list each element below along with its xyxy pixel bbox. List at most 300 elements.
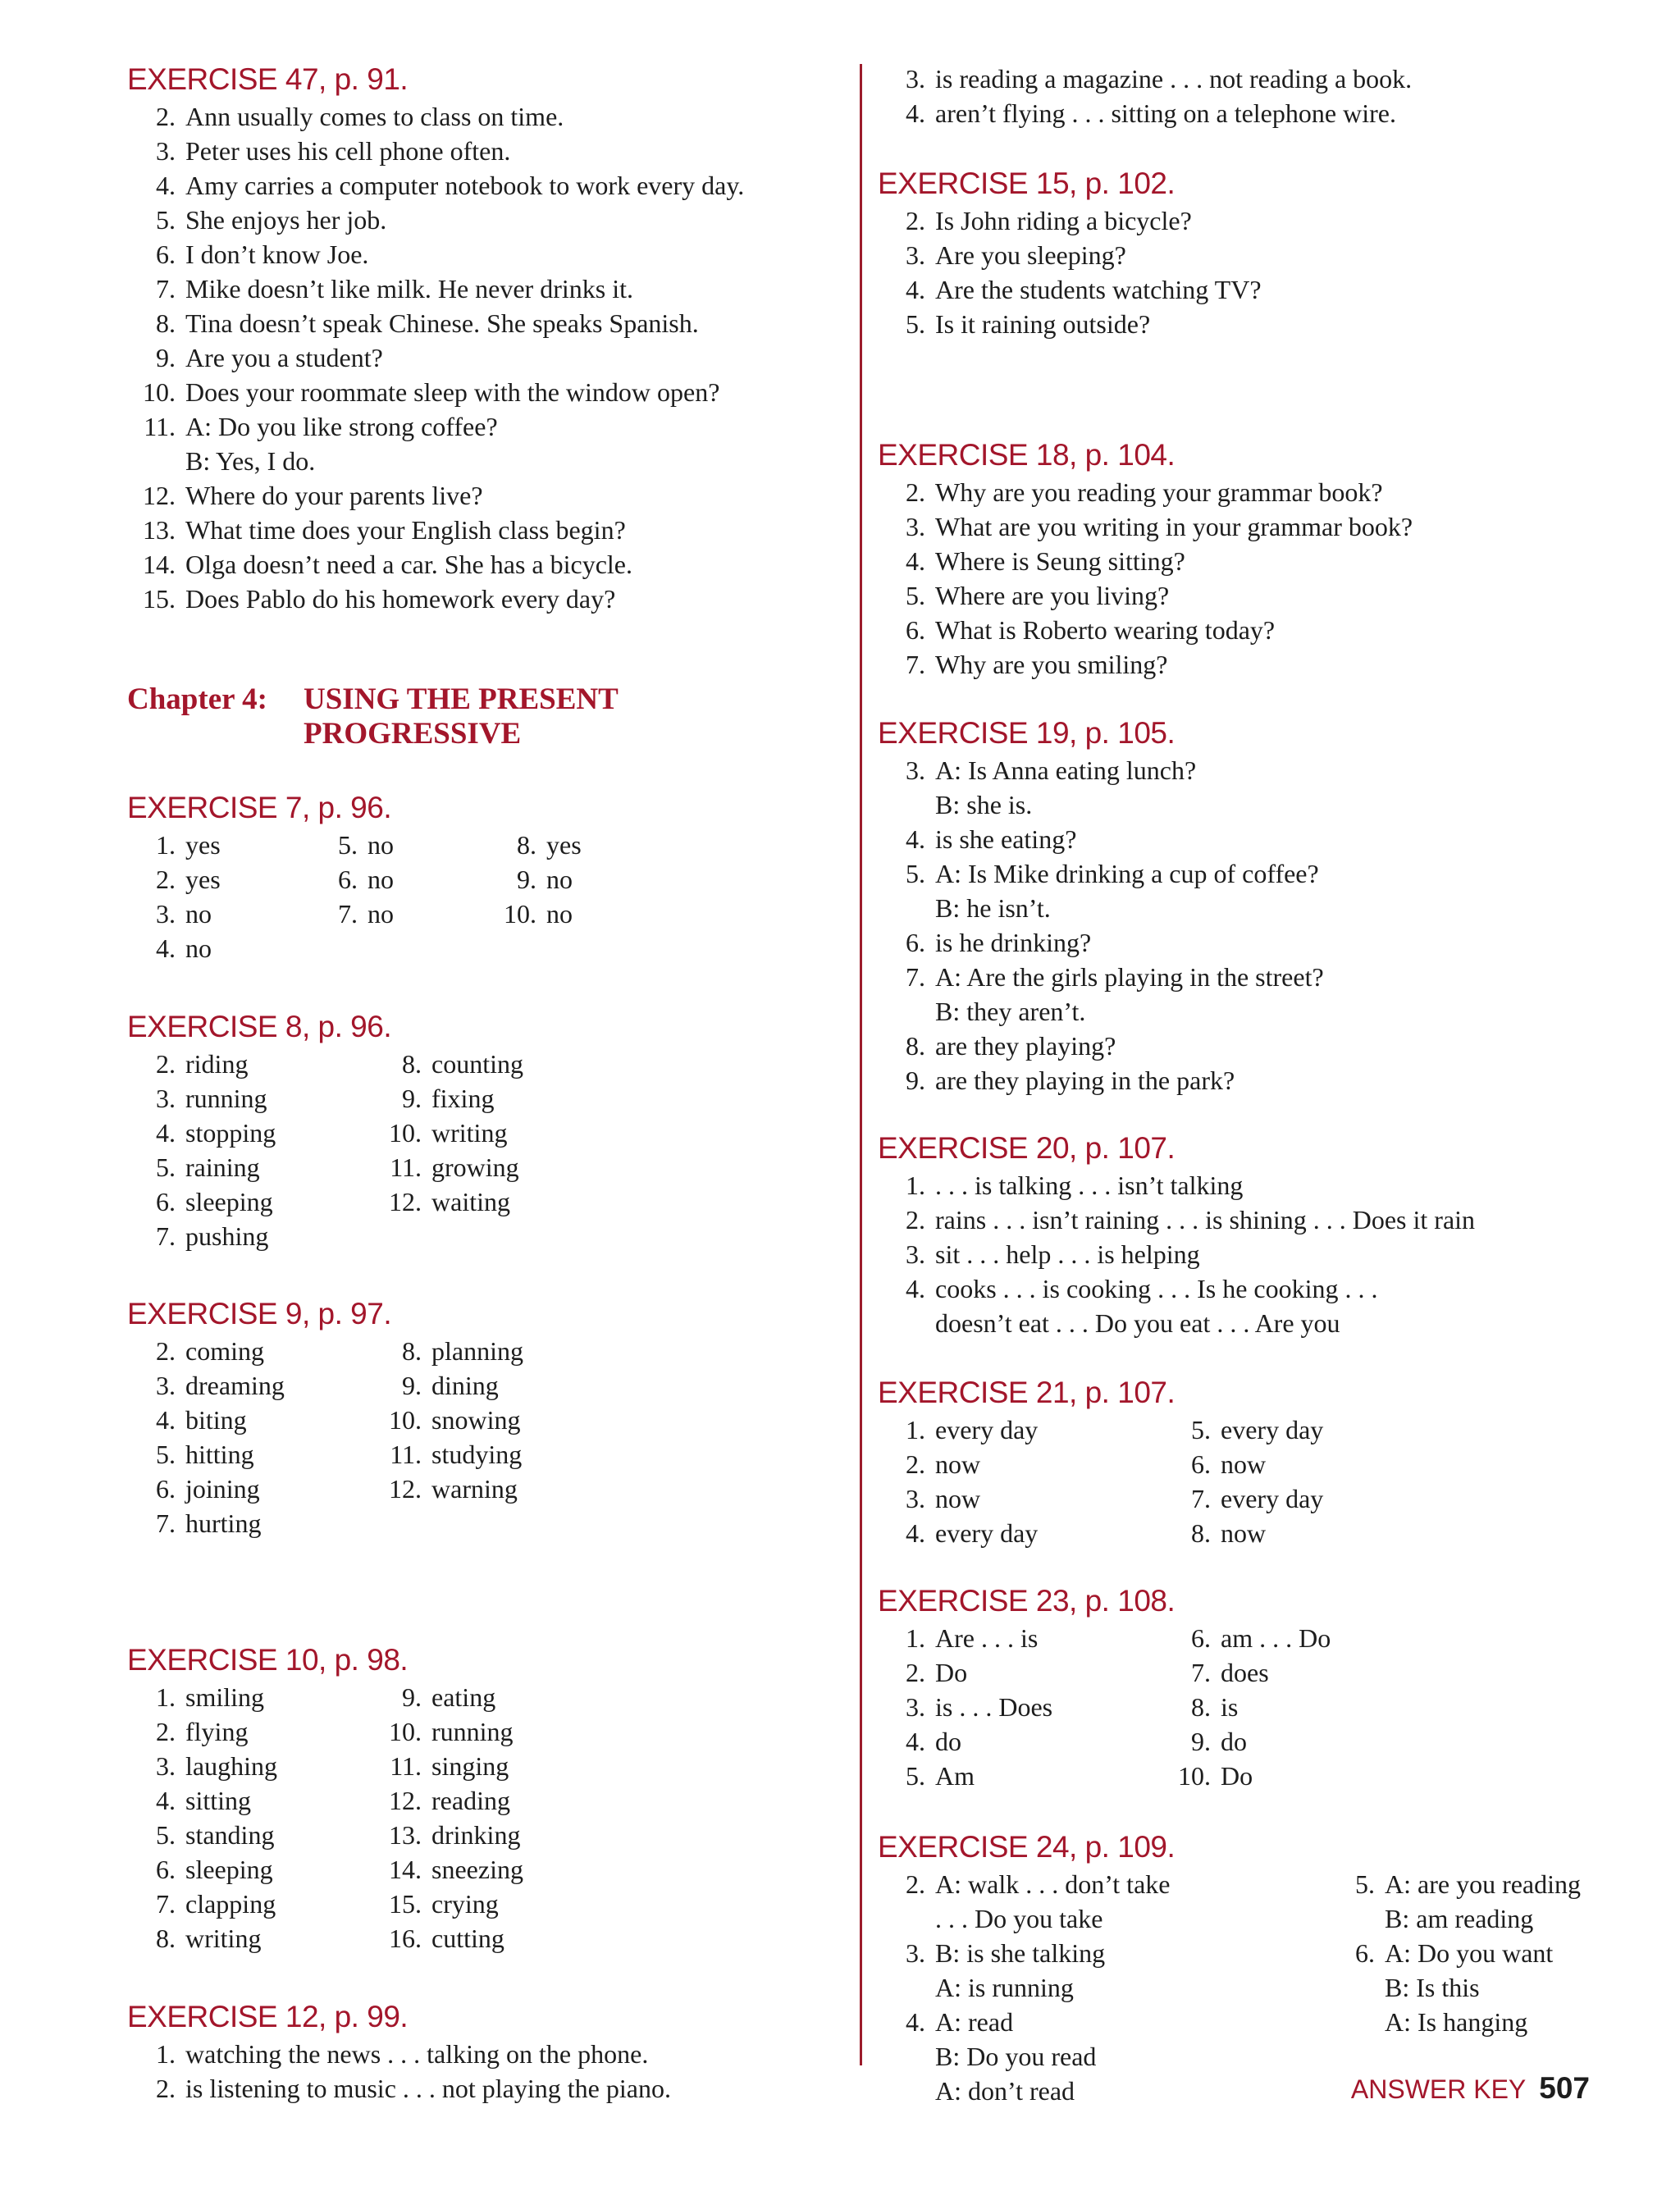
answer-number: 3. [906,1484,925,1513]
answer-number: 14. [389,1855,422,1884]
answer-text: smiling [185,1682,265,1712]
answer-text: every day [1221,1484,1324,1513]
answer-number: 4. [906,1518,925,1548]
answer-line [906,578,1170,613]
answer-number: 9. [402,1084,422,1113]
answer-text: waiting [431,1187,510,1216]
answer-number: 9. [906,1066,925,1095]
answer-text: B: Do you read [935,2042,1097,2071]
answer-number: 10. [1178,1761,1211,1791]
answer-text: is . . . Does [935,1692,1053,1722]
answer-number: 8. [402,1336,422,1366]
answer-number: 5. [906,581,925,610]
answer-text: running [431,1717,514,1746]
answer-text: now [935,1484,981,1513]
answer-number: 4. [156,1405,176,1435]
answer-text: sleeping [185,1187,273,1216]
answer-text: A: Is hanging [1385,2007,1528,2037]
answer-number: 10. [389,1717,422,1746]
answer-text: A: Is Anna eating lunch? [935,755,1197,785]
exercise-title: EXERCISE 15, p. 102. [878,167,1176,200]
answer-number: 3. [906,1692,925,1722]
answer-number: 9. [402,1682,422,1712]
answer-number: 9. [402,1371,422,1400]
answer-number: 2. [156,1049,176,1079]
answer-text: reading [431,1786,510,1815]
answer-text: singing [431,1751,509,1781]
answer-line [156,2071,671,2106]
answer-number: 2. [156,102,176,131]
answer-line [906,1412,1039,1447]
answer-text: joining [185,1474,260,1504]
answer-number: 7. [156,1508,176,1538]
answer-number: 8. [156,1924,176,1953]
answer-line [156,1887,276,1921]
answer-text: Are the students watching TV? [935,275,1262,304]
answer-text: dining [431,1371,499,1400]
answer-line [156,1047,249,1081]
answer-number: 5. [156,1820,176,1850]
answer-text: pushing [185,1221,269,1251]
answer-text: every day [935,1415,1039,1444]
exercise-block [127,1296,853,1538]
answer-line [389,1921,504,1956]
answer-line [143,478,483,513]
answer-number: 7. [1191,1484,1211,1513]
answer-number: 1. [906,1415,925,1444]
answer-line [906,822,1077,856]
answer-number: 12. [389,1187,422,1216]
answer-text: She enjoys her job. [185,205,387,235]
answer-line [156,2037,649,2071]
answer-number: 12. [143,481,176,510]
answer-line [1191,1621,1331,1655]
answer-line [156,1219,269,1253]
answer-number: 7. [156,1889,176,1919]
answer-number: 3. [156,1751,176,1781]
answer-line [517,862,573,897]
chapter-title: USING THE PRESENT PROGRESSIVE [304,682,619,751]
answer-number: 3. [156,136,176,166]
answer-line [156,237,369,272]
answer-line [156,862,221,897]
answer-line [935,787,1032,822]
answer-line [156,1334,264,1368]
answer-text: do [935,1727,961,1756]
answer-number: 4. [906,2007,925,2037]
answer-text: B: am reading [1385,1904,1534,1933]
answer-number: 2. [156,865,176,894]
answer-line [402,1047,523,1081]
answer-text: watching the news . . . talking on the phone. [185,2039,649,2069]
answer-number: 9. [517,865,536,894]
answer-number: 9. [1191,1727,1211,1756]
answer-text: are they playing? [935,1031,1116,1061]
answer-line [906,475,1383,509]
answer-text: Olga doesn’t need a car. She has a bicycle. [185,550,632,579]
answer-line [143,547,632,582]
answer-number: 12. [389,1786,422,1815]
answer-line [389,1783,510,1818]
answer-number: 5. [156,205,176,235]
answer-text: B: he isn’t. [935,893,1051,923]
exercise-title: EXERCISE 12, p. 99. [127,2000,409,2033]
answer-text: Does Pablo do his homework every day? [185,584,616,614]
answer-text: laughing [185,1751,277,1781]
answer-line [1385,1970,1480,2005]
answer-number: 10. [504,899,536,929]
answer-number: 16. [389,1924,422,1953]
answer-text: now [1221,1518,1267,1548]
answer-line [156,1368,285,1403]
exercise-title: EXERCISE 21, p. 107. [878,1376,1176,1409]
answer-number: 8. [906,1031,925,1061]
answer-number: 5. [906,859,925,888]
answer-text: planning [431,1336,523,1366]
answer-number: 3. [156,1371,176,1400]
answer-text: sit . . . help . . . is helping [935,1239,1200,1269]
answer-text: warning [431,1474,518,1504]
answer-line [935,2074,1075,2108]
answer-text: every day [935,1518,1039,1548]
answer-line [906,96,1396,130]
answer-number: 4. [156,933,176,963]
answer-text: A: is running [935,1973,1074,2002]
answer-text: B: they aren’t. [935,997,1086,1026]
page-number: 507 [1539,2071,1590,2105]
answer-line [906,1655,968,1690]
answer-number: 3. [156,899,176,929]
answer-line [156,828,221,862]
answer-number: 2. [906,1205,925,1234]
answer-number: 6. [1191,1449,1211,1479]
answer-line [156,1714,249,1749]
answer-line [390,1150,519,1184]
answer-line [906,272,1262,307]
answer-text: What are you writing in your grammar book? [935,512,1413,541]
answer-text: Where do your parents live? [185,481,483,510]
answer-number: 14. [143,550,176,579]
answer-text: Why are you reading your grammar book? [935,477,1383,507]
answer-number: 13. [389,1820,422,1850]
answer-number: 10. [389,1405,422,1435]
answer-number: 12. [389,1474,422,1504]
answer-text: Why are you smiling? [935,650,1168,679]
exercise-block [127,1009,853,1251]
answer-text: A: Is Mike drinking a cup of coffee? [935,859,1319,888]
answer-line [156,1081,267,1116]
answer-text: Am [935,1761,975,1791]
answer-line [389,1472,518,1506]
answer-number: 1. [156,2039,176,2069]
answer-text: no [368,899,394,929]
answer-line [156,1472,260,1506]
answer-text: no [185,899,212,929]
answer-text: writing [431,1118,508,1148]
answer-text: no [368,865,394,894]
answer-text: is he drinking? [935,928,1092,957]
answer-number: 4. [906,98,925,128]
answer-number: 6. [156,1855,176,1884]
answer-text: A: are you reading [1385,1869,1582,1899]
answer-line [390,1437,523,1472]
exercise-block [878,715,1616,1095]
answer-number: 5. [906,309,925,339]
answer-text: Do [1221,1761,1253,1791]
answer-line [156,1852,273,1887]
answer-number: 6. [1191,1623,1211,1653]
answer-number: 3. [906,512,925,541]
answer-line [156,1437,254,1472]
answer-line [389,1184,510,1219]
answer-text: Mike doesn’t like milk. He never drinks it. [185,274,633,303]
answer-text: B: Yes, I do. [185,446,316,476]
answer-line [906,307,1151,341]
answer-text: Are . . . is [935,1623,1039,1653]
answer-line [156,1783,252,1818]
answer-line [1191,1690,1239,1724]
answer-line [906,1063,1235,1098]
answer-number: 13. [143,515,176,545]
answer-number: 6. [156,1474,176,1504]
answer-text: What time does your English class begin? [185,515,626,545]
answer-line [906,203,1192,238]
answer-text: Where are you living? [935,581,1170,610]
answer-text: snowing [431,1405,521,1435]
answer-number: 6. [906,928,925,957]
answer-line [338,897,394,931]
answer-line [935,1306,1340,1340]
answer-text: Tina doesn’t speak Chinese. She speaks Spanish. [185,308,699,338]
answer-number: 8. [1191,1518,1211,1548]
answer-text: B: she is. [935,790,1033,819]
answer-line [906,1621,1039,1655]
answer-line [1385,1901,1533,1936]
answer-number: 7. [906,650,925,679]
answer-line [156,1184,273,1219]
answer-line [1355,1936,1554,1970]
answer-text: running [185,1084,267,1113]
answer-number: 3. [906,240,925,270]
answer-line [156,340,383,375]
answer-line [906,1481,981,1516]
answer-line [935,994,1085,1029]
answer-number: 7. [156,274,176,303]
answer-line [906,1724,961,1759]
exercise-block [127,790,853,963]
answer-text: Is it raining outside? [935,309,1151,339]
answer-text: no [185,933,212,963]
answer-line [906,1271,1378,1306]
answer-number: 4. [156,1786,176,1815]
exercise-block [878,437,1616,679]
answer-number: 11. [144,412,176,441]
answer-text: Amy carries a computer notebook to work every day. [185,171,745,200]
answer-number: 15. [389,1889,422,1919]
answer-number: 15. [143,584,176,614]
answer-number: 6. [156,240,176,269]
answer-number: 8. [402,1049,422,1079]
exercise-title: EXERCISE 8, p. 96. [127,1010,392,1043]
answer-line [906,613,1276,647]
answer-line [156,1818,275,1852]
answer-line [935,1970,1074,2005]
answer-line [1355,1867,1582,1901]
answer-number: 6. [906,615,925,645]
answer-number: 4. [156,171,176,200]
answer-text: A: Are the girls playing in the street? [935,962,1324,992]
answer-number: 1. [156,830,176,860]
answer-number: 1. [906,1623,925,1653]
answer-number: 11. [390,1152,422,1182]
answer-text: A: read [935,2007,1014,2037]
answer-text: crying [431,1889,499,1919]
exercise-block [127,1999,853,2103]
answer-line [906,544,1185,578]
answer-text: . . . Do you take [935,1904,1103,1933]
answer-line [185,444,315,478]
answer-number: 3. [906,755,925,785]
answer-line [156,1680,265,1714]
answer-text: Ann usually comes to class on time. [185,102,564,131]
answer-text: A: Do you like strong coffee? [185,412,498,441]
answer-line [517,828,582,862]
answer-text: Does your roommate sleep with the window open? [185,377,720,407]
answer-text: sitting [185,1786,252,1815]
answer-line [906,647,1168,682]
answer-line [935,891,1051,925]
answer-line [389,1818,521,1852]
answer-line [906,238,1126,272]
answer-text: do [1221,1727,1247,1756]
answer-line [143,582,616,616]
answer-text: is she eating? [935,824,1077,854]
answer-line [156,931,212,965]
answer-line [1385,2005,1527,2039]
answer-line [402,1334,523,1368]
answer-number: 2. [156,1717,176,1746]
answer-text: flying [185,1717,249,1746]
answer-line [906,509,1413,544]
answer-line [144,409,498,444]
answer-text: Where is Seung sitting? [935,546,1185,576]
answer-number: 6. [338,865,358,894]
answer-text: yes [185,830,221,860]
answer-line [906,960,1324,994]
answer-line [1191,1724,1247,1759]
exercise-title: EXERCISE 19, p. 105. [878,716,1176,750]
answer-text: fixing [431,1084,495,1113]
answer-text: Do [935,1658,968,1687]
answer-text: now [1221,1449,1267,1479]
answer-text: A: Do you want [1385,1938,1554,1968]
exercise-block [127,62,853,614]
answer-line [906,1867,1171,1901]
answer-number: 8. [517,830,536,860]
answer-text: growing [431,1152,519,1182]
exercise-title: EXERCISE 23, p. 108. [878,1584,1176,1618]
answer-number: 5. [156,1152,176,1182]
answer-text: is reading a magazine . . . not reading a book. [935,64,1413,94]
answer-line [143,375,720,409]
answer-number: 10. [143,377,176,407]
answer-line [1191,1447,1267,1481]
column-divider [860,64,862,2065]
answer-number: 3. [906,1239,925,1269]
answer-text: now [935,1449,981,1479]
answer-line [906,1936,1106,1970]
answer-text: dreaming [185,1371,285,1400]
answer-text: studying [431,1440,523,1469]
answer-number: 11. [390,1751,422,1781]
answer-line [389,1852,523,1887]
answer-number: 2. [906,1449,925,1479]
answer-text: does [1221,1658,1269,1687]
answer-line [156,1506,262,1540]
answer-text: riding [185,1049,249,1079]
answer-text: rains . . . isn’t raining . . . is shining . . . Does it rain [935,1205,1476,1234]
answer-text: cooks . . . is cooking . . . Is he cooking . . . [935,1274,1378,1303]
answer-line [504,897,573,931]
answer-line [390,1749,509,1783]
answer-text: stopping [185,1118,276,1148]
answer-number: 5. [156,1440,176,1469]
answer-text: hitting [185,1440,254,1469]
answer-line [906,1447,981,1481]
answer-number: 2. [906,477,925,507]
answer-number: 2. [906,1869,925,1899]
answer-number: 10. [389,1118,422,1148]
answer-number: 4. [906,275,925,304]
answer-line [1191,1481,1324,1516]
answer-line [156,99,564,134]
answer-line [156,272,633,306]
exercise-title: EXERCISE 20, p. 107. [878,1131,1176,1165]
answer-line [1191,1412,1324,1447]
answer-text: is listening to music . . . not playing the piano. [185,2074,671,2103]
answer-line [156,1150,260,1184]
answer-line [156,1921,262,1956]
answer-text: B: Is this [1385,1973,1480,2002]
answer-text: counting [431,1049,523,1079]
page-footer [1351,2071,1590,2106]
answer-line [906,1029,1116,1063]
answer-text: drinking [431,1820,521,1850]
answer-line [906,1168,1244,1203]
answer-number: 2. [906,206,925,235]
answer-number: 4. [906,1727,925,1756]
answer-line [389,1116,508,1150]
answer-number: 7. [338,899,358,929]
answer-text: am . . . Do [1221,1623,1331,1653]
exercise-title: EXERCISE 9, p. 97. [127,1297,392,1330]
answer-line [906,2005,1014,2039]
answer-line [935,2039,1096,2074]
answer-number: 4. [906,1274,925,1303]
answer-line [906,925,1092,960]
answer-text: yes [185,865,221,894]
exercise-block [878,166,1616,339]
answer-text: A: don’t read [935,2076,1075,2106]
answer-number: 6. [156,1187,176,1216]
answer-text: no [546,865,573,894]
answer-text: Are you sleeping? [935,240,1126,270]
answer-text: yes [546,830,582,860]
answer-text: clapping [185,1889,276,1919]
answer-number: 5. [906,1761,925,1791]
answer-text: A: walk . . . don’t take [935,1869,1171,1899]
answer-line [906,1690,1053,1724]
